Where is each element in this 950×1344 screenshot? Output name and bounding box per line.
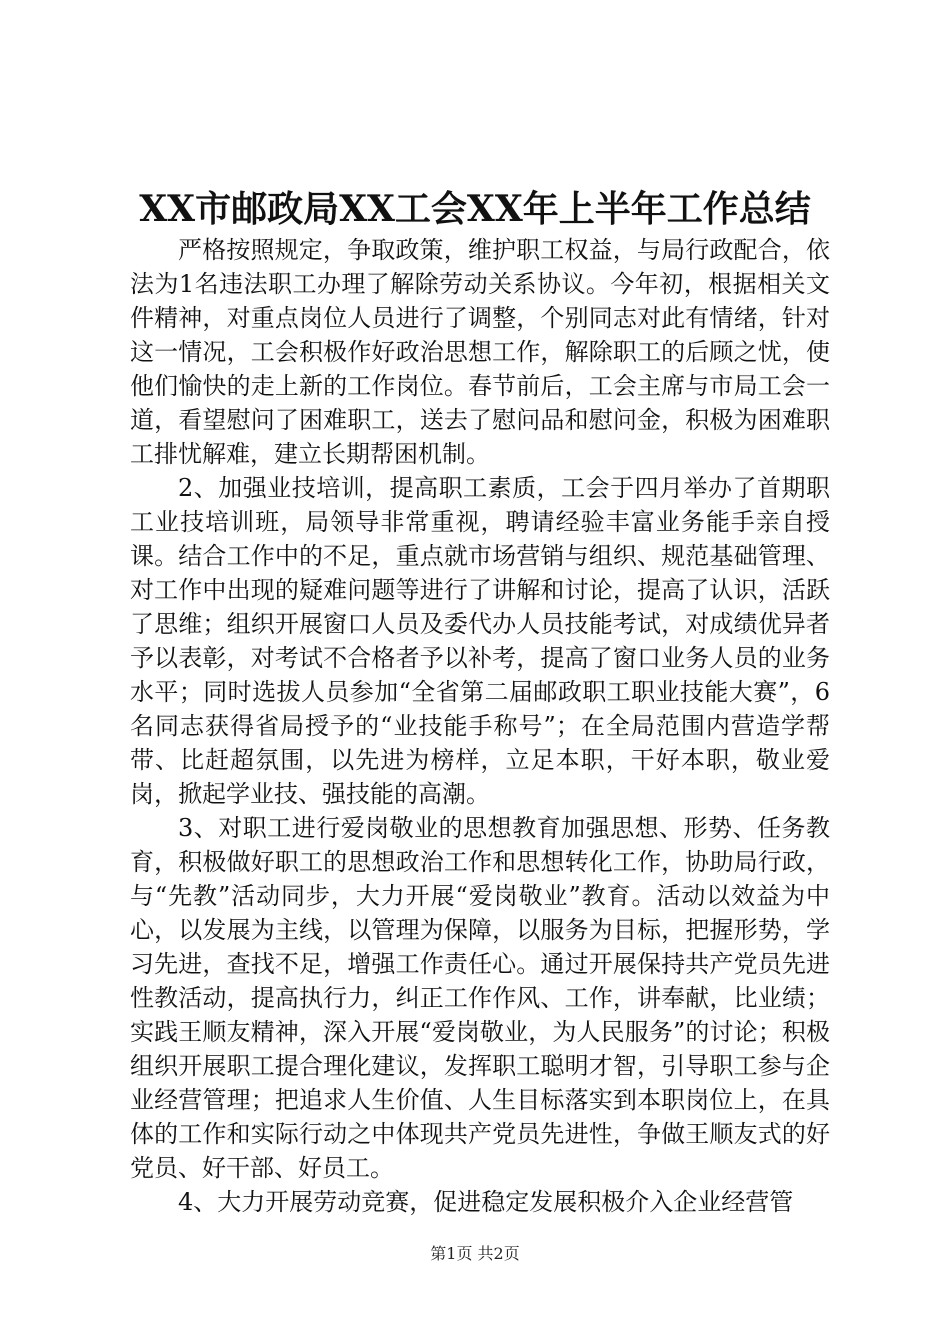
document-title: XX市邮政局XX工会XX年上半年工作总结 xyxy=(139,188,811,230)
paragraph-3: 3、对职工进行爱岗敬业的思想教育加强思想、形势、任务教育，积极做好职工的思想政治工作和思想转化工作，协助局行政，与“先教”活动同步，大力开展“爱岗敬业”教育。活动以效益为中心，以发展为主线，以管理为保障，以服务为目标，把握形势，学习先进，查找不足，增强工作责任心。通过开展保持共产党员先进性教活动，提高执行力，纠正工作作风、工作，讲奉献，比业绩；实践王顺友精神，深入开展“爱岗敬业，为人民服务”的讨论；积极组织开展职工提合理化建议，发挥职工聪明才智，引导职工参与企业经营管理；把追求人生价值、人生目标落实到本职岗位上，在具体的工作和实际行动之中体现共产党员先进性，争做王顺友式的好党员、好干部、好员工。 xyxy=(130,814,830,1182)
page-footer: 第1页 共2页 xyxy=(430,1244,520,1263)
document-body xyxy=(130,233,830,1219)
paragraph-4: 4、大力开展劳动竞赛，促进稳定发展积极介入企业经营管 xyxy=(178,1188,794,1216)
paragraph-2: 2、加强业技培训，提高职工素质，工会于四月举办了首期职工业技培训班，局领导非常重视，聘请经验丰富业务能手亲自授课。结合工作中的不足，重点就市场营销与组织、规范基础管理、对工作中出现的疑难问题等进行了讲解和讨论，提高了认识，活跃了思维；组织开展窗口人员及委代办人员技能考试，对成绩优异者予以表彰，对考试不合格者予以补考，提高了窗口业务人员的业务水平；同时选拔人员参加“全省第二届邮政职工职业技能大赛”，6名同志获得省局授予的“业技能手称号”；在全局范围内营造学帮带、比赶超氛围，以先进为榜样，立足本职，干好本职，敬业爱岗，掀起学业技、强技能的高潮。 xyxy=(130,474,830,808)
paragraph-1: 严格按照规定，争取政策，维护职工权益，与局行政配合，依法为1名违法职工办理了解除劳动关系协议。今年初，根据相关文件精神，对重点岗位人员进行了调整，个别同志对此有情绪，针对这一情况，工会积极作好政治思想工作，解除职工的后顾之忧，使他们愉快的走上新的工作岗位。春节前后，工会主席与市局工会一道，看望慰问了困难职工，送去了慰问品和慰问金，积极为困难职工排忧解难，建立长期帮困机制。 xyxy=(130,236,830,468)
